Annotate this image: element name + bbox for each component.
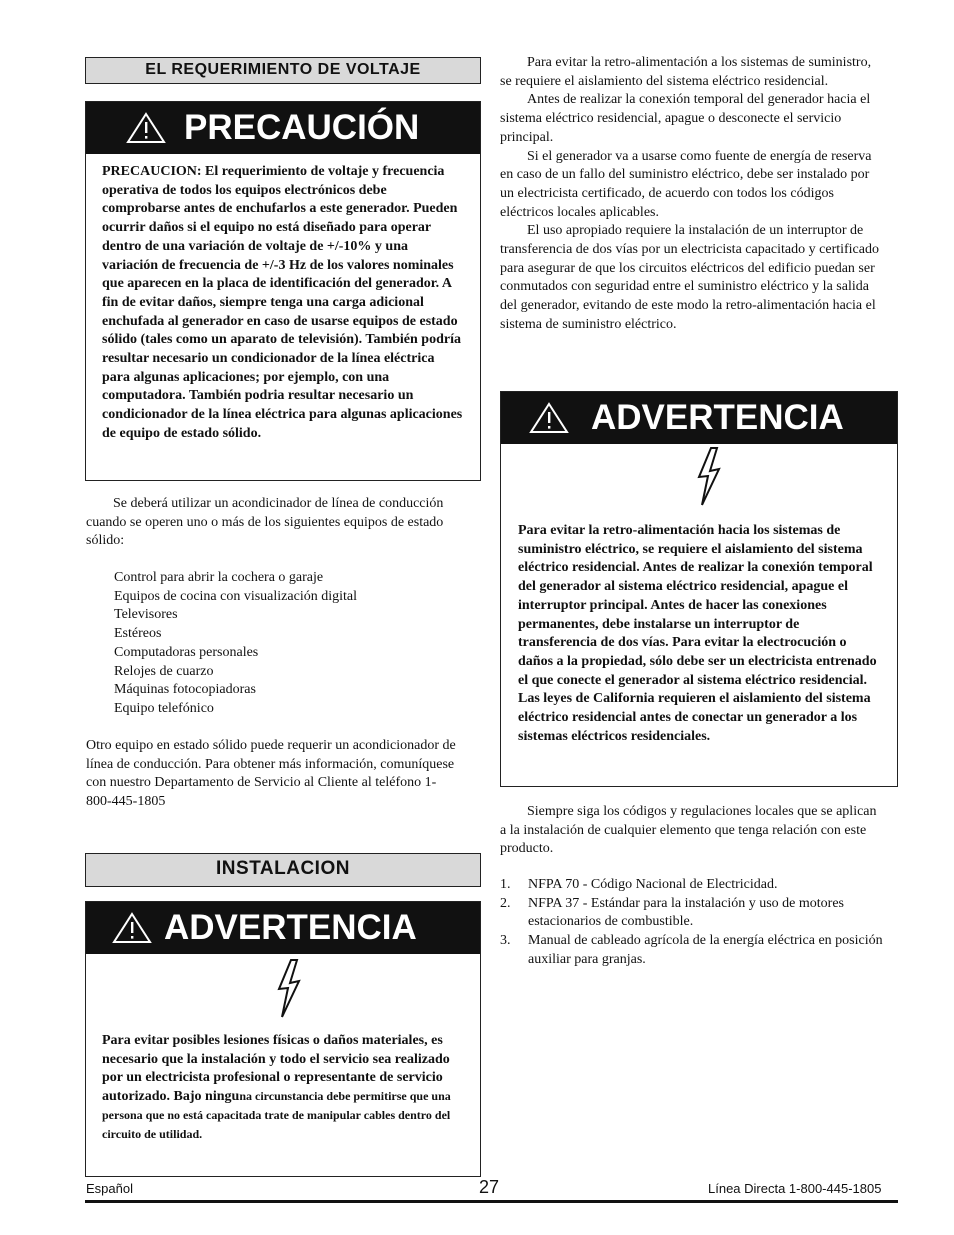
installation-section-title: INSTALACION — [216, 858, 350, 879]
list-item: 3. Manual de cableado agrícola de la energía eléctrica en posición auxiliar para granjas. — [500, 933, 883, 967]
list-item: 1. NFPA 70 - Código Nacional de Electricidad. — [500, 877, 778, 892]
backfeed-paragraphs — [500, 54, 885, 335]
installation-warning-box — [85, 901, 481, 1177]
paragraph: Para evitar la retro-alimentación a los sistemas de suministro, se requiere el aislamiento del sistema eléctrico residencial. — [500, 55, 872, 89]
warning-triangle-icon — [112, 912, 152, 944]
warning-triangle-icon — [126, 112, 166, 144]
other-equipment-paragraph: Otro equipo en estado sólido puede requerir un acondicionador de línea de conducción. Para obtener más información, comuníquese con nuestro Departamento de Servicio al Cliente al teléfono 1-800-445-1805 — [86, 738, 456, 810]
local-codes-paragraph: Siempre siga los códigos y regulaciones locales que se aplican a la instalación de cualquier elemento que tenga relación con este producto. — [500, 804, 877, 857]
paragraph: Si el generador va a usarse como fuente de energía de reserva en caso de un fallo del suministro eléctrico, debe ser instalado por un electricista certificado, de acuerdo con todos los códigos eléctricos locales aplicables. — [500, 148, 872, 220]
list-item: Computadoras personales — [114, 644, 259, 660]
equipment-list — [114, 569, 357, 719]
installation-warning-title-bar — [86, 902, 480, 954]
backfeed-warning-box — [500, 391, 898, 787]
footer-hotline: Línea Directa 1-800-445-1805 — [708, 1181, 882, 1196]
warning-triangle-icon — [529, 402, 569, 434]
footer-language: Español — [86, 1181, 133, 1196]
conditioner-intro-paragraph: Se deberá utilizar un acondicinador de línea de conducción cuando se operen uno o más de los siguientes equipos de estado sólido: — [86, 496, 444, 549]
installation-warning-title: ADVERTENCIA — [164, 908, 417, 947]
list-item: Máquinas fotocopiadoras — [114, 682, 256, 698]
list-item: Control para abrir la cochera o garaje — [114, 570, 324, 585]
installation-warning-text: Para evitar posibles lesiones físicas o daños materiales, es necesario que la instalación y todo el servicio sea realizado por un electricista profesional o representante de servicio autorizado. Bajo ninguna circunstancia debe permitirse que una persona que no está capacitada trate de manipular cables dentro del circuito de utilidad. — [102, 1033, 451, 1141]
paragraph: Antes de realizar la conexión temporal del generador hacia el sistema eléctrico residencial, apague o desconecte el servicio principal. — [500, 92, 871, 145]
footer-rule — [85, 1200, 898, 1203]
precaution-box — [85, 101, 481, 481]
list-item: 2. NFPA 37 - Estándar para la instalación y uso de motores estacionarios de combustible. — [500, 895, 844, 930]
references-list — [500, 876, 890, 970]
precaution-text: PRECAUCION: El requerimiento de voltaje y frecuencia operativa de todos los equipos electrónicos debe comprobarse antes de enchufarlos a este generador. Pueden ocurrir daños si el equipo no está diseñado para operar dentro de una variación de voltaje de +/-10% y una variación de frecuencia de +/-3 Hz de los valores nominales que aparecen en la placa de identificación del generador. A fin de evitar daños, siempre tenga una carga adicional enchufada al generador en caso de usarse equipos de estado sólido (tales como un aparato de televisión). También podría resultar necesario un condicionador de la línea eléctrica para algunas aplicaciones; por ejemplo, con una computadora. También podria resultar necesario un condicionador de la línea eléctrica para algunas aplicaciones de equipo de estado sólido. — [102, 164, 463, 441]
list-item: Equipos de cocina con visualización digital — [114, 588, 357, 604]
electric-shock-icon — [696, 447, 722, 507]
installation-section-header — [85, 853, 481, 887]
paragraph: El uso apropiado requiere la instalación de un interruptor de transferencia de dos vías por un electricista capacitado y certificado para asegurar de que los circuitos eléctricos del edificio puedan ser conmutados con seguridad entre el suministro eléctrico y la salida del generador, evitando de este modo la retro-alimentación hacia el sistema de suministro eléctrico. — [500, 223, 879, 332]
page-number: 27 — [479, 1177, 500, 1197]
electric-shock-icon — [276, 959, 302, 1019]
backfeed-warning-text: Para evitar la retro-alimentación hacia los sistemas de suministro eléctrico, se requiere el aislamiento del sistema eléctrico residencial. Antes de realizar la conexión temporal del generador al sistema eléctrico residencial, apague el interruptor principal. Antes de hacer las conexiones permanentes, debe instalarse un interruptor de transferencia de dos vías. Para evitar la electrocución o daños a la propiedad, sólo debe ser un electricista entrenado el que conecte el generador al sistema eléctrico residencial. Las leyes de California requieren el aislamiento del sistema eléctrico residencial antes de conectar un generador a los sistemas eléctricos residenciales. — [518, 523, 877, 744]
list-item: Televisores — [114, 607, 178, 623]
voltage-section-header — [85, 57, 481, 84]
precaution-title-bar — [86, 102, 480, 154]
backfeed-warning-title-bar — [501, 392, 897, 444]
backfeed-warning-title: ADVERTENCIA — [591, 398, 844, 437]
list-item: Equipo telefónico — [114, 700, 214, 716]
list-item: Relojes de cuarzo — [114, 663, 214, 679]
voltage-section-title: EL REQUERIMIENTO DE VOLTAJE — [145, 61, 421, 78]
precaution-title: PRECAUCIÓN — [184, 108, 420, 147]
list-item: Estéreos — [114, 626, 162, 642]
